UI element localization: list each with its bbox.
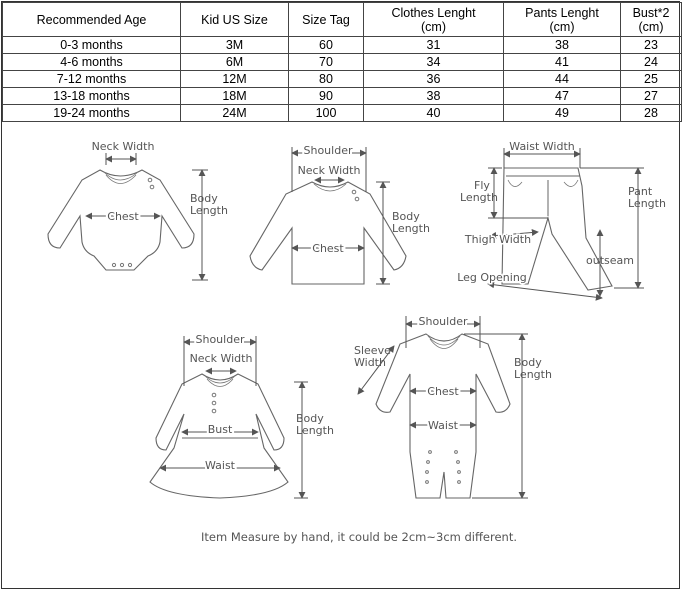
tshirt-neck-width-label: Neck Width [297,164,361,177]
table-cell: 25 [621,71,682,88]
table-cell: 6M [181,54,289,71]
pants-leg-opening-label: Leg Opening [457,271,527,284]
romper-body-label: Body [514,356,542,369]
measurement-note: Item Measure by hand, it could be 2cm~3cm different. [200,530,518,544]
dress-neck-width-label: Neck Width [189,352,253,365]
dress-waist-label: Waist [204,459,236,472]
column-header: Size Tag [289,3,364,37]
table-cell: 40 [364,105,504,122]
bodysuit-neck-width-label: Neck Width [91,140,155,153]
table-cell: 49 [504,105,621,122]
tshirt-body-label: Body [392,210,420,223]
tshirt-chest-label: Chest [312,242,344,255]
table-cell: 70 [289,54,364,71]
table-cell: 18M [181,88,289,105]
table-cell: 28 [621,105,682,122]
pants-pant-length-label: Length [628,197,666,210]
romper-sleeve-width-label: Width [354,356,386,369]
romper-diagram [354,315,552,498]
romper-length-label: Length [514,368,552,381]
table-cell: 19-24 months [3,105,181,122]
table-cell: 60 [289,37,364,54]
dress-bust-label: Bust [207,423,233,436]
bodysuit-diagram [48,140,228,280]
pants-fly-length-label: Length [460,191,498,204]
table-cell: 27 [621,88,682,105]
pants-thigh-width-label: Thigh Width [464,233,532,246]
table-cell: 38 [364,88,504,105]
table-cell: 3M [181,37,289,54]
bodysuit-body-label: Body [190,192,218,205]
table-cell: 38 [504,37,621,54]
table-cell: 4-6 months [3,54,181,71]
table-cell: 36 [364,71,504,88]
dress-shoulder-label: Shoulder [195,333,245,346]
bodysuit-chest-label: Chest [107,210,139,223]
tshirt-length-label: Length [392,222,430,235]
table-cell: 24M [181,105,289,122]
dress-length-label: Length [296,424,334,437]
table-cell: 7-12 months [3,71,181,88]
romper-sleeve-label: Sleeve [354,344,391,357]
table-cell: 44 [504,71,621,88]
tshirt-diagram [250,144,430,284]
romper-shoulder-label: Shoulder [418,315,468,328]
column-header: Pants Lenght (cm) [504,3,621,37]
column-header: Bust*2 (cm) [621,3,682,37]
table-cell: 13-18 months [3,88,181,105]
pants-diagram [457,140,666,298]
pants-waist-width-label: Waist Width [509,140,575,153]
table-cell: 31 [364,37,504,54]
table-cell: 34 [364,54,504,71]
table-cell: 0-3 months [3,37,181,54]
measurement-diagrams [2,2,681,590]
table-cell: 80 [289,71,364,88]
column-header: Recommended Age [3,3,181,37]
romper-chest-label: Chest [427,385,459,398]
pants-fly-label: Fly [474,179,490,192]
table-cell: 12M [181,71,289,88]
table-cell: 23 [621,37,682,54]
column-header: Kid US Size [181,3,289,37]
bodysuit-length-label: Length [190,204,228,217]
pants-pant-label: Pant [628,185,653,198]
table-cell: 100 [289,105,364,122]
dress-body-label: Body [296,412,324,425]
romper-waist-label: Waist [427,419,459,432]
table-cell: 41 [504,54,621,71]
pants-outseam-label: outseam [586,254,634,267]
table-cell: 90 [289,88,364,105]
column-header: Clothes Lenght (cm) [364,3,504,37]
size-chart-sheet [1,1,680,589]
tshirt-shoulder-label: Shoulder [303,144,353,157]
table-cell: 24 [621,54,682,71]
dress-diagram [150,333,334,498]
table-cell: 47 [504,88,621,105]
